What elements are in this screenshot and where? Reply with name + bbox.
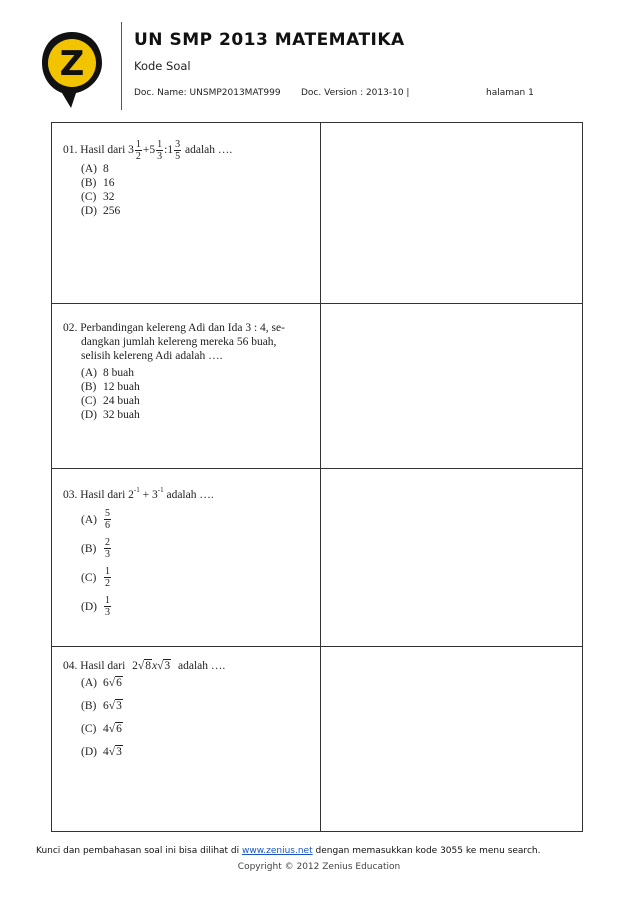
- zenius-logo-icon: [40, 30, 104, 110]
- footer-text-after: dengan memasukkan kode 3055 ke menu search.: [312, 846, 541, 856]
- footer-text-before: Kunci dan pembahasan soal ini bisa dilihat di: [36, 846, 243, 856]
- exponent: -1: [157, 486, 164, 494]
- option-d[interactable]: (D) 4√3: [81, 746, 122, 758]
- option-c[interactable]: (C) $\frac{1}{2}$: [81, 566, 110, 589]
- option-b[interactable]: (B) 16: [81, 177, 115, 189]
- question-grid: [51, 122, 583, 832]
- question-4: [63, 659, 313, 768]
- stem-suffix: adalah ….: [184, 144, 233, 157]
- stem-suffix: adalah ….: [163, 489, 214, 501]
- fraction: $\frac{1}{2}$: [105, 566, 110, 589]
- stem-line: selisih kelereng Adi adalah ….: [81, 350, 223, 362]
- operator: +5: [142, 144, 156, 157]
- row-divider: [52, 468, 582, 469]
- fraction: $\frac{3}{5}$: [175, 139, 181, 162]
- whole-number: 3: [128, 144, 134, 157]
- logo-letter: Z: [59, 44, 85, 84]
- option-c[interactable]: (C) 24 buah: [81, 395, 140, 407]
- math-expression: 2√8x√3: [132, 660, 171, 672]
- doc-name: Doc. Name: UNSMP2013MAT999: [134, 88, 281, 98]
- option-a[interactable]: (A) 8 buah: [81, 367, 134, 379]
- column-divider: [320, 123, 321, 831]
- header-divider: [121, 22, 122, 110]
- document-title: UN SMP 2013 MATEMATIKA: [134, 30, 405, 50]
- stem-prefix: Hasil dari 2: [80, 489, 134, 501]
- stem-middle: + 3: [139, 489, 158, 501]
- row-divider: [52, 646, 582, 647]
- option-b[interactable]: (B) $\frac{2}{3}$: [81, 537, 110, 560]
- math-expression: [128, 139, 185, 162]
- question-number: 04.: [63, 660, 78, 672]
- stem-prefix: Hasil dari: [80, 144, 126, 157]
- row-divider: [52, 303, 582, 304]
- option-a[interactable]: (A) $\frac{5}{6}$: [81, 508, 110, 531]
- option-a[interactable]: (A) 6√6: [81, 677, 122, 689]
- question-1-stem: [63, 139, 313, 162]
- option-c[interactable]: (C) 4√6: [81, 723, 122, 735]
- option-d[interactable]: (D) 32 buah: [81, 409, 140, 421]
- question-1: [63, 139, 313, 218]
- option-d[interactable]: (D) 256: [81, 205, 121, 217]
- stem-prefix: Hasil dari: [80, 660, 126, 672]
- question-number: 02.: [63, 322, 78, 334]
- question-number: 01.: [63, 144, 78, 157]
- question-4-stem: [63, 659, 313, 673]
- fraction: $\frac{1}{3}$: [105, 595, 110, 618]
- question-3: [63, 483, 313, 624]
- doc-version: Doc. Version : 2013-10 |: [301, 88, 410, 98]
- fraction: $\frac{1}{2}$: [135, 139, 141, 162]
- page-number: halaman 1: [486, 88, 534, 98]
- stem-line: Perbandingan kelereng Adi dan Ida 3 : 4, se-: [80, 322, 285, 334]
- exponent: -1: [133, 486, 140, 494]
- option-b[interactable]: (B) 6√3: [81, 700, 122, 712]
- question-2-stem: [63, 321, 313, 335]
- option-c[interactable]: (C) 32: [81, 191, 115, 203]
- zenius-link[interactable]: www.zenius.net: [242, 846, 313, 856]
- stem-line: dangkan jumlah kelereng mereka 56 buah,: [81, 336, 277, 348]
- document-subtitle: Kode Soal: [134, 59, 191, 73]
- fraction: $\frac{5}{6}$: [105, 508, 110, 531]
- question-3-stem: [63, 483, 313, 502]
- option-a[interactable]: (A) 8: [81, 163, 109, 175]
- fraction: $\frac{1}{3}$: [157, 139, 163, 162]
- option-d[interactable]: (D) $\frac{1}{3}$: [81, 595, 110, 618]
- fraction: $\frac{2}{3}$: [105, 537, 110, 560]
- question-2: [63, 321, 313, 422]
- stem-suffix: adalah ….: [178, 660, 226, 672]
- question-number: 03.: [63, 489, 78, 501]
- copyright: Copyright © 2012 Zenius Education: [237, 862, 401, 872]
- option-b[interactable]: (B) 12 buah: [81, 381, 140, 393]
- footer-note: [36, 846, 540, 856]
- operator: :1: [164, 144, 174, 157]
